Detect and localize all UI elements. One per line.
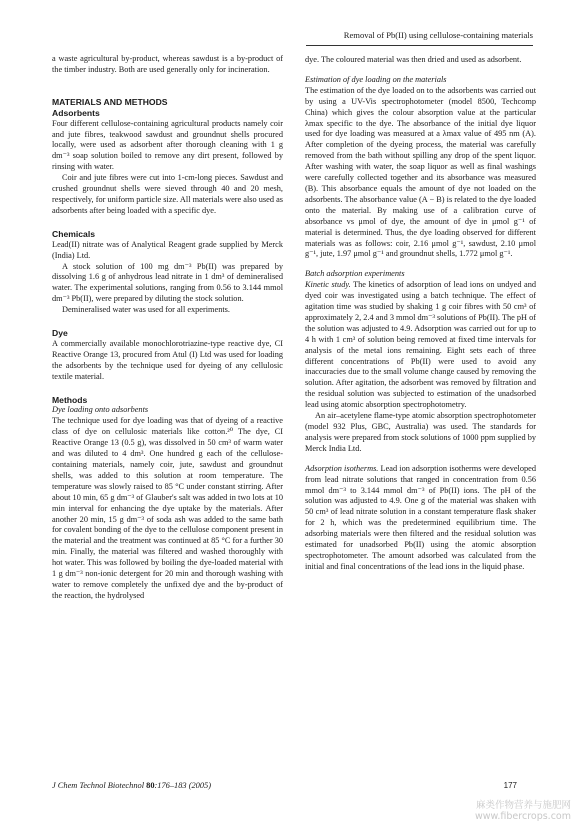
watermark [475,800,571,822]
adsorbents-paragraph-1: Four different cellulose-containing agricultural products namely coir and jute fibres, teakwood sawdust and groundnut shells procured locally, were used as adsorbent after thorough cleaning with 1 g dm⁻³ soap solution boiled to remove any dirt present, followed by rinsing with water. [52,118,283,172]
running-title: Removal of Pb(II) using cellulose-containing materials [343,30,533,40]
dye-paragraph: A commercially available monochlorotriazine-type reactive dye, CI Reactive Orange 13, procured from Atul (I) Ltd was used for loading the adsorbents by the technique used for dyeing of any cellulosic textile material. [52,338,283,381]
watermark-line-1: 麻类作物营养与施肥网 [475,800,571,811]
chemicals-paragraph-2: A stock solution of 100 mg dm⁻³ Pb(II) was prepared by dissolving 1.6 g of anhydrous lead nitrate in 1 dm³ of demineralised water. The experimental solutions, ranging from 0.56 to 3.144 mmol dm⁻³ Pb(II), were prepared by diluting the stock solution. [52,261,283,304]
isotherm-text: Lead ion adsorption isotherms were developed from lead nitrate solutions that ranged in concentration from 0.56 mmol dm⁻³ to 3.144 mmol dm⁻³ of Pb(II) ions. The pH of the solution was adjusted to 4.9. One g of the material was shaken with 50 cm³ of lead nitrate solution in a constant temperature flask shaker for 2 h, which was the predetermined equilibrium time. The adsorbing materials were then filtered and the residual solution was estimated for unadsorbed Pb(II) using the atomic absorption spectrophotometer. The amount adsorbed was calculated from the initial and final concentrations of the lead ions in the liquid phase. [305,463,536,571]
kinetic-label: Kinetic study. [305,280,351,290]
kinetic-text: The kinetics of adsorption of lead ions on undyed and dyed coir was investigated using a batch technique. The effect of agitation time was studied by shaking 1 g coir fibres with 50 cm³ of approximately 2, 2.4 and 3 mmol dm⁻³ solutions of Pb(II). The pH of the solution was adjusted to 4.9. Adsorption was carried out for up to 4 h with 1 cm³ of solution being removed at fixed time intervals for analysis of the metal ions remaining. Eight sets each of three different concentrations of Pb(II) were used to avoid any inaccuracies due to the small volume change caused by removing the solution. After agitation, the adsorbent was removed by filtration and the residual solution was subjected to estimation of the unadsorbed lead using atomic absorption spectrophotometry. [305,280,536,410]
journal-name: J Chem Technol Biotechnol [52,781,145,790]
aas-paragraph: An air–acetylene flame-type atomic absorption spectrophotometer (model 932 Plus, GBC, Australia) was used. The standards for analysis were prepared from stock solutions of 1000 ppm supplied by Merck India Ltd. [305,411,536,453]
intro-paragraph: a waste agricultural by-product, whereas sawdust is a by-product of the timber industry. Both are used generally only for incineration. [52,54,283,74]
chemicals-paragraph-3: Demineralised water was used for all experiments. [62,305,230,315]
dye-loading-subheading: Dye loading onto adsorbents [52,405,149,415]
right-column [305,55,536,573]
journal-volume: 80 [146,781,155,790]
dye-heading: Dye [52,328,68,339]
journal-pages-year: :176–183 (2005) [154,781,212,790]
section-heading: MATERIALS AND METHODS [52,96,168,107]
batch-subheading: Batch adsorption experiments [305,269,405,279]
estimation-paragraph: The estimation of the dye loaded on to the adsorbents was carried out by using a UV-Vis spectrophotometer (model 8500, Techcomp China) which gives the colour absorption value at the particular λmax specific to the dye. The absorbance of the initial dye liquor used for dye loading was measured at a λmax value of 495 nm (A). After completion of the dyeing process, the material was carefully removed from the bath without spilling any drop of the spent liquor. After washing with water, the soap liquor as well as final washings were carefully collected together and its absorbance was measured (B). This absorbance equals the amount of dye not loaded on the adsorbents. The absorbance value (A − B) is related to the dye loaded onto the material. By making use of a calibration curve of absorbance vs μmol of dye, the amount of dye in μmol g⁻¹ of material is determined. Thus, the dye loading observed for different materials was as follows: coir, 2.16 μmol g⁻¹, sawdust, 2.10 μmol g⁻¹, jute, 1.97 μmol g⁻¹ and groundnut shells, 1.772 μmol g⁻¹. [305,85,536,259]
left-column [52,54,283,602]
estimation-subheading: Estimation of dye loading on the materials [305,74,447,84]
dye-loading-paragraph: The technique used for dye loading was that of dyeing of a reactive class of dye on cellulosic materials like cotton.²⁰ The dye, CI Reactive Orange 13 (0.5 g), was dissolved in 50 cm³ of warm water and was diluted to 4 dm³. One hundred g each of the cellulose-containing materials, namely coir, jute, sawdust and groundnut shells, was added to this solution at room temperature. The temperature was slowly raised to 85 °C under constant stirring. After about 10 min, 65 g dm⁻³ of Glauber's salt was added in two lots at 10 min interval for enhancing the dye uptake by the materials. After another 20 min, 15 g dm⁻³ of soda ash was added to the same bath for covalent bonding of the dye to the cellulose component present in the material and the treatment was continued at 85 °C for a further 30 min. Finally, the material was filtered and washed thoroughly with hot water. This was followed by boiling the dye-loaded material with 1 g dm⁻³ non-ionic detergent for 20 min and thorough washing with water to remove completely the unfixed dye and the by-product of the reaction, the hydrolysed [52,416,283,600]
chemicals-paragraph-1: Lead(II) nitrate was of Analytical Reagent grade supplied by Merck (India) Ltd. [52,239,283,260]
adsorbents-heading: Adsorbents [52,107,100,118]
chemicals-heading: Chemicals [52,228,95,239]
kinetic-paragraph [305,280,536,411]
isotherm-label: Adsorption isotherms. [305,463,379,473]
methods-heading: Methods [52,394,88,405]
page-number: 177 [503,781,517,790]
isotherm-paragraph [305,464,536,573]
header-rule [306,45,533,46]
adsorbents-paragraph-2: Coir and jute fibres were cut into 1-cm-long pieces. Sawdust and crushed groundnut shells were sieved through 40 and 20 mesh, respectively, for uniform particle size. All materials were also used as adsorbents after being loaded with a specific dye. [52,173,283,215]
continuation-paragraph: dye. The coloured material was then dried and used as adsorbent. [305,55,522,64]
journal-citation [52,781,211,790]
watermark-line-2: www.fibercrops.com [474,811,571,822]
